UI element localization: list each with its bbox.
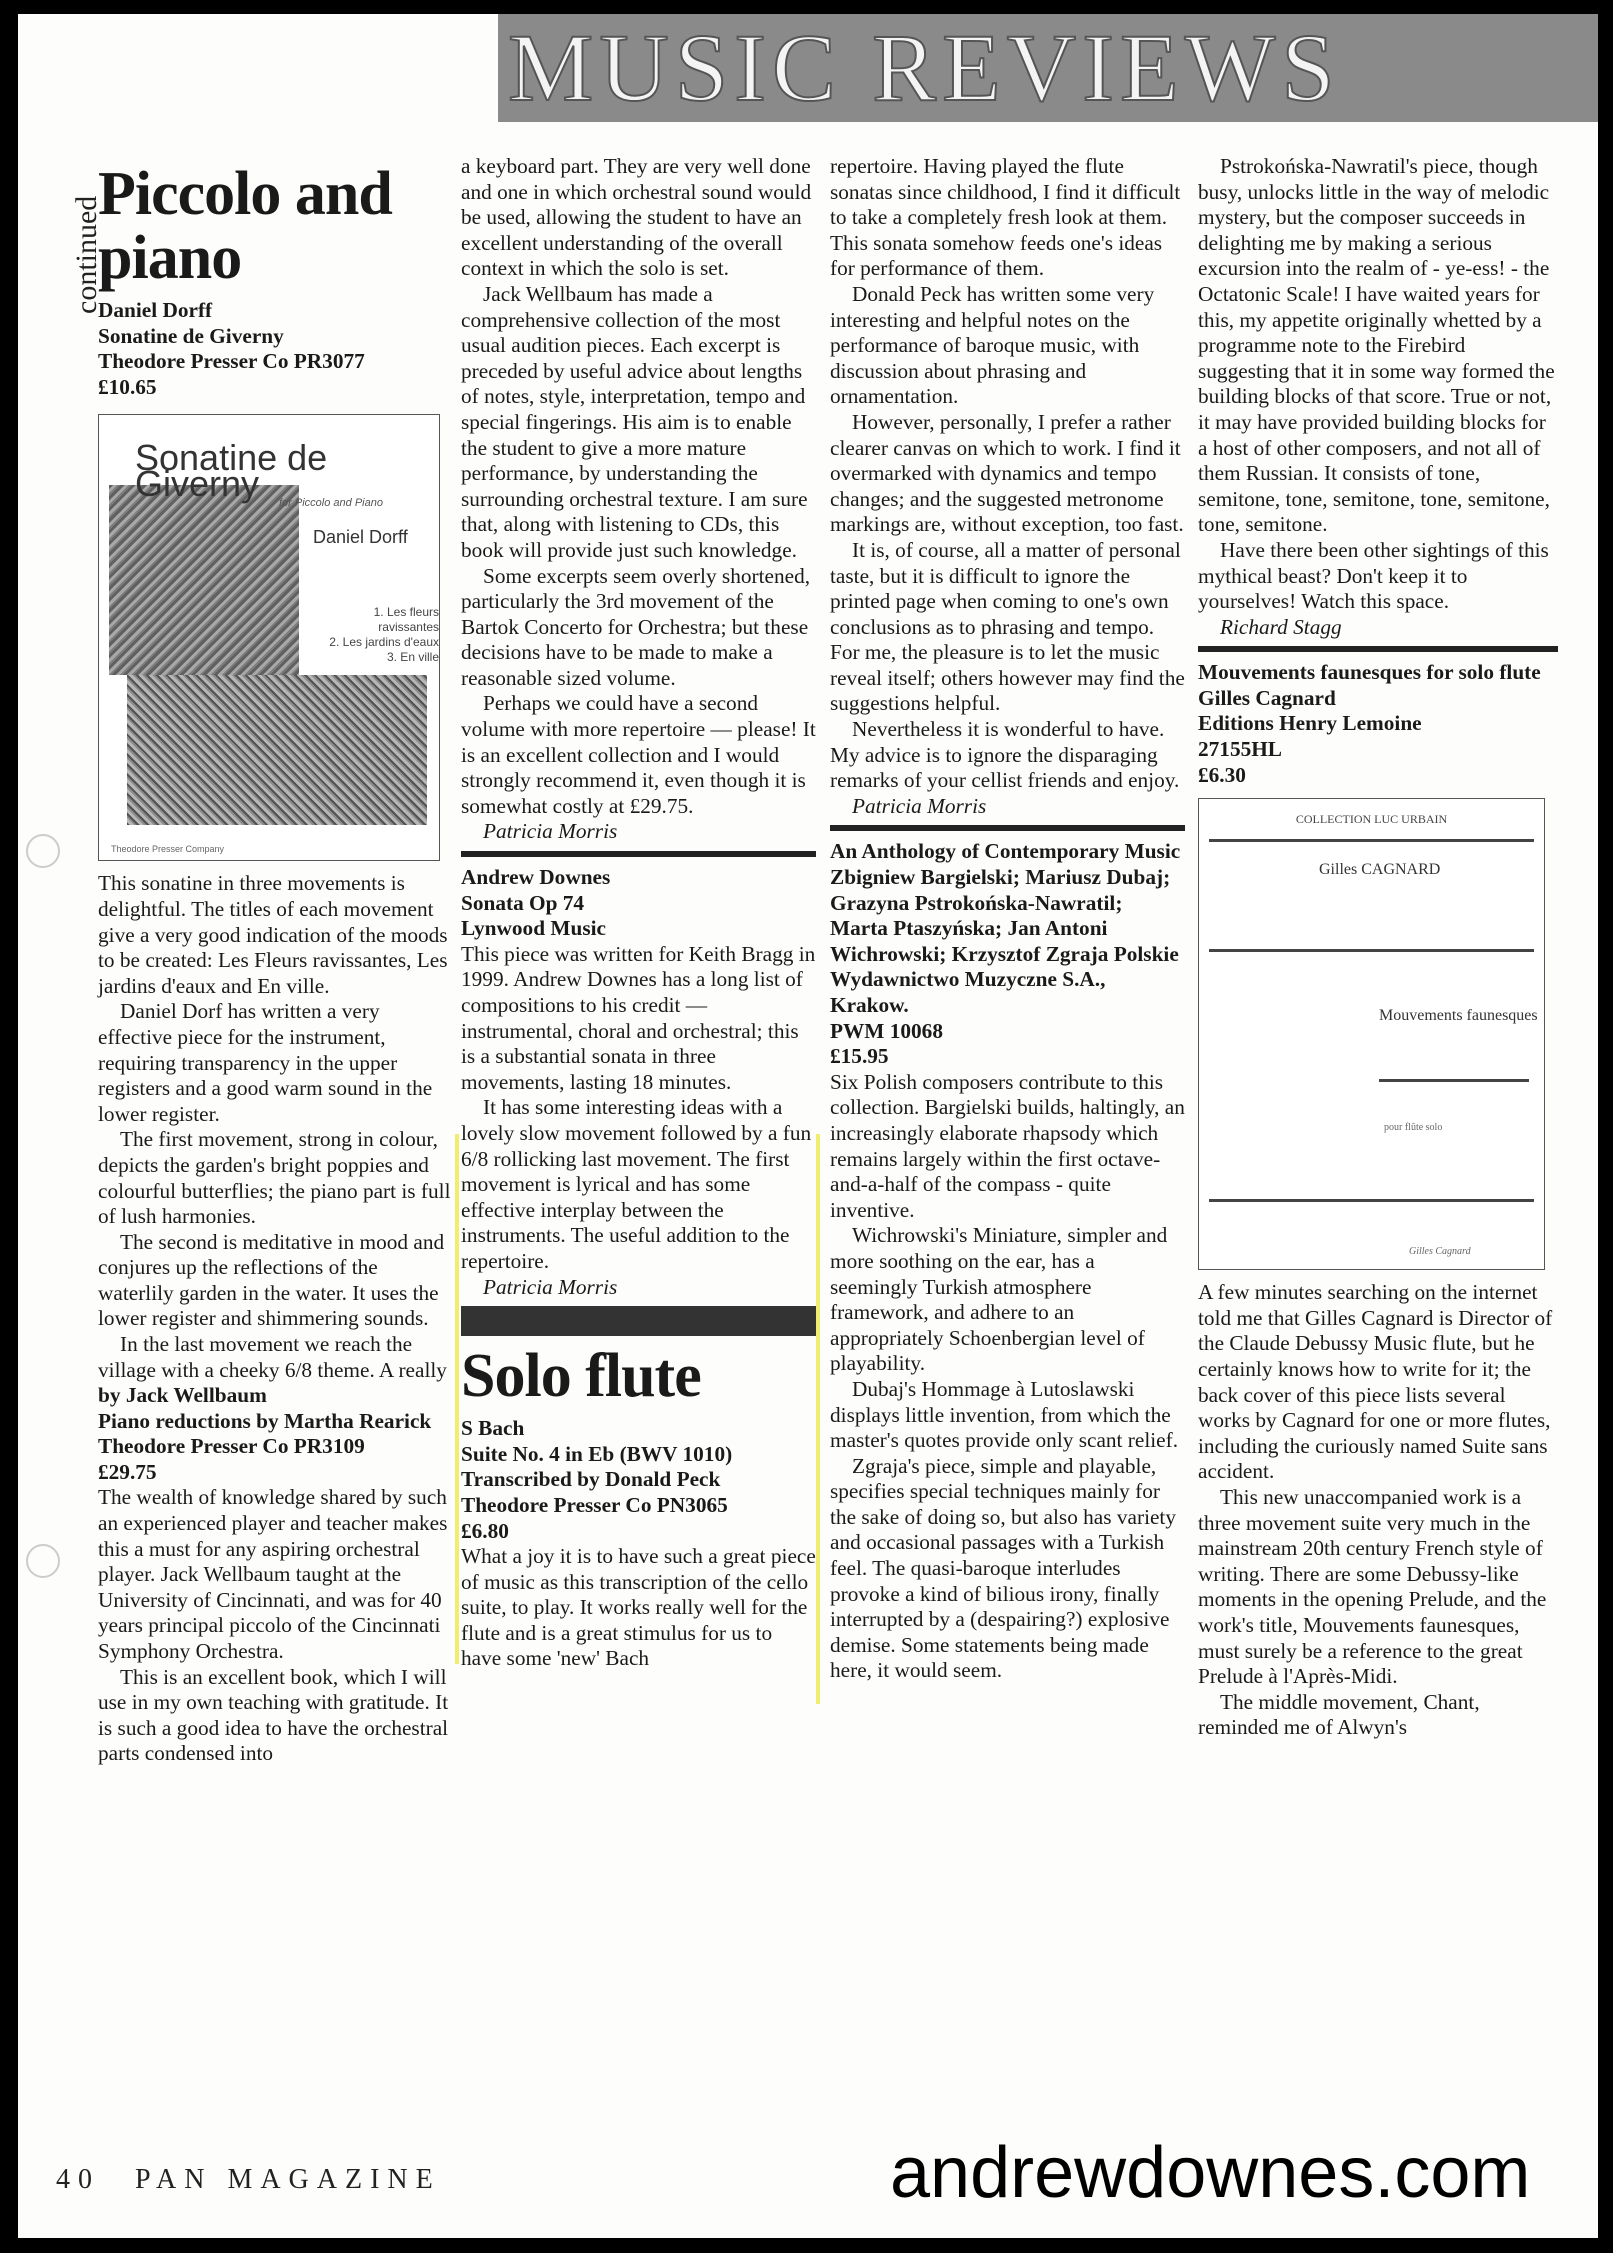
highlighter-mark — [455, 1134, 459, 1664]
review-head-line: S Bach — [461, 1416, 525, 1441]
cover-publisher: Theodore Presser Company — [111, 844, 225, 855]
magazine-page — [18, 14, 1598, 2238]
review-paragraph: Perhaps we could have a second volume with more repertoire — please! It is an excellent collection and I would strongly recommend it, even though it is somewhat costly at £29.75. — [461, 691, 816, 818]
review-head-line: Andrew Downes — [461, 865, 611, 890]
review-paragraph: This sonatine in three movements is delightful. The titles of each movement give a very good indication of the moods to be created: Les Fleurs ravissantes, Les jardins d'eaux and En ville. — [98, 871, 448, 998]
punch-hole — [26, 1544, 60, 1578]
reviewer-signature: Patricia Morris — [852, 793, 987, 818]
review-head-line: Gilles Cagnard — [1198, 685, 1336, 710]
review-paragraph: Have there been other sightings of this mythical beast? Don't keep it to yourselves! Watch this space. — [1198, 537, 1549, 614]
cover-subtitle: for Piccolo and Piano — [279, 497, 383, 510]
highlighter-mark — [816, 1134, 820, 1704]
review-head-line: Transcribed by Donald Peck — [461, 1467, 721, 1492]
cover-signature: Gilles Cagnard — [1409, 1246, 1471, 1258]
reviewer-signature: Patricia Morris — [483, 819, 618, 844]
section-divider — [1198, 646, 1558, 652]
review-head-line: Suite No. 4 in Eb (BWV 1010) — [461, 1441, 733, 1466]
review-paragraph: repertoire. Having played the flute sonatas since childhood, I find it difficult to take a completely fresh look at them. This sonata somehow feeds one's ideas for performance of them. — [830, 154, 1181, 281]
magazine-name: PAN MAGAZINE — [135, 2164, 441, 2195]
cover-composer: Gilles CAGNARD — [1319, 861, 1441, 879]
cover-subtitle: pour flûte solo — [1384, 1122, 1443, 1134]
review-paragraph: Jack Wellbaum has made a comprehensive collection of the most usual audition pieces. Each excerpt is preceded by useful advice about lengths of notes, style, interpretation, tempo and special fingerings. His aim is to enable the student to give a more mature performance, by understanding the surrounding orchestral texture. I am sure that, along with listening to CDs, this book will provide just such knowledge. — [461, 281, 808, 562]
cover-movements: 1. Les fleurs ravissantes 2. Les jardins d'eaux 3. En ville — [329, 605, 439, 665]
review-paragraph: It is, of course, all a matter of personal taste, but it is difficult to ignore the printed page when coming to one's own conclusions as to phrasing and tempo. For me, the pleasure is to let the music reveal itself; others however may find the suggestions helpful. — [830, 537, 1185, 716]
review-head-line: Piano reductions by Martha Rearick — [98, 1408, 432, 1433]
review-head-line: 27155HL — [1198, 737, 1283, 762]
review-head-line: An Anthology of Contemporary Music — [830, 839, 1181, 864]
cover-composer: Daniel Dorff — [313, 527, 408, 548]
review-paragraph: This new unaccompanied work is a three movement suite very much in the mainstream 20th century French style of writing. There are some Debussy-like moments in the opening Prelude, and the work's title, Mouvements faunesques, must surely be a reference to the great Prelude à l'Après-Midi. — [1198, 1485, 1547, 1689]
review-head-line: Mouvements faunesques for solo flute — [1198, 660, 1541, 685]
page-number: 40 — [56, 2164, 100, 2195]
review-paragraph: Daniel Dorf has written a very effective piece for the instrument, requiring transparency in the upper registers and a good warm sound in the lower register. — [98, 999, 433, 1126]
review-head-line: Theodore Presser Co PR3109 — [98, 1434, 365, 1459]
flute-drawing — [1379, 1079, 1529, 1082]
review-paragraph: A few minutes searching on the internet told me that Gilles Cagnard is Director of the Claude Debussy Music flute, but he certainly knows how to write for it; the back cover of this piece lists several works by Cagnard for one or more flutes, including the curiously named Suite sans accident. — [1198, 1280, 1553, 1484]
column-4 — [1198, 154, 1558, 1741]
review-paragraph: Some excerpts seem overly shortened, particularly the 3rd movement of the Bartok Concerto for Orchestra; but these decisions have to be made to make a reasonable sized volume. — [461, 563, 811, 690]
review-paragraph: In the last movement we reach the village with a cheeky 6/8 theme. A really — [98, 1332, 447, 1382]
review-paragraph: a keyboard part. They are very well done and one in which orchestral sound would be used, allowing the student to have an excellent understanding of the overall context in which the solo is set. — [461, 154, 812, 281]
cover-title: Mouvements faunesques — [1379, 1007, 1538, 1025]
reviewer-signature: Richard Stagg — [1220, 614, 1342, 639]
cover-series: COLLECTION LUC URBAIN — [1295, 812, 1448, 827]
section-title-solo-flute: Solo flute — [461, 1342, 701, 1411]
review-paragraph: Dubaj's Hommage à Lutoslawski displays little invention, from which the master's quotes provide only scant relief. — [830, 1376, 1179, 1453]
review-head-line: £6.80 — [461, 1518, 509, 1543]
review-paragraph: The first movement, strong in colour, depicts the garden's bright poppies and colourful butterflies; the piano part is full of lush harmonies. — [98, 1127, 451, 1229]
page-footer — [56, 2164, 441, 2196]
review-head-line: by Jack Wellbaum — [98, 1383, 267, 1408]
review-head-line: Theodore Presser Co PR3077 — [98, 349, 365, 374]
review-head-line: Sonatine de Giverny — [98, 323, 284, 348]
review-paragraph: Zgraja's piece, simple and playable, specifies special techniques mainly for the sake of doing so, but also has variety and occasional passages with a Turkish feel. The quasi-baroque interludes provoke a kind of bilious irony, finally interrupted by a (despairing?) explosive demise. Some statements being made here, it would seem. — [830, 1453, 1177, 1683]
review-head-line: Theodore Presser Co PN3065 — [461, 1492, 728, 1517]
review-head-line: Zbigniew Bargielski; Mariusz Dubaj; Grazyna Pstrokońska-Nawratil; Marta Ptaszyńska; Jan Antoni Wichrowski; Krzysztof Zgraja Polskie Wydawnictwo Muzyczne S.A., Krakow. — [830, 865, 1179, 1017]
review-head-line: £10.65 — [98, 374, 157, 399]
review-paragraph: Six Polish composers contribute to this collection. Bargielski builds, haltingly, an increasingly elaborate rhapsody which remains largely within the first octave-and-a-half of the compass - quite inventive. — [830, 1069, 1185, 1222]
review-paragraph: Donald Peck has written some very interesting and helpful notes on the performance of baroque music, with discussion about phrasing and ornamentation. — [830, 281, 1155, 409]
flute-drawing — [1209, 949, 1534, 952]
flute-drawing — [1209, 839, 1534, 842]
review-paragraph: Wichrowski's Miniature, simpler and more soothing on the ear, has a seemingly Turkish atmosphere framework, and adhere to an appropriately Schoenbergian level of playability. — [830, 1223, 1168, 1376]
section-title-piccolo: Piccolo and piano — [98, 160, 392, 292]
reviewer-signature: Patricia Morris — [483, 1274, 618, 1299]
review-paragraph: However, personally, I prefer a rather clearer canvas on which to work. I find it overmarked with dynamics and tempo changes; and the suggested metronome markings are, without exception, too fast. — [830, 409, 1184, 537]
review-paragraph: This piece was written for Keith Bragg in 1999. Andrew Downes has a long list of compositions to his credit — instrumental, choral and orchestral; this is a substantial sonata in three movements, lasting 18 minutes. — [461, 941, 816, 1094]
review-head-line: PWM 10068 — [830, 1018, 943, 1043]
review-paragraph: This is an excellent book, which I will use in my own teaching with gratitude. It is such a good idea to have the orchestral parts condensed into — [98, 1664, 449, 1766]
column-3 — [830, 154, 1185, 1684]
review-head-line: £15.95 — [830, 1044, 889, 1069]
section-divider-thick — [461, 1306, 816, 1336]
continued-marker: continued — [70, 195, 103, 314]
mouvements-cover-image — [1198, 798, 1545, 1270]
review-head-line: Lynwood Music — [461, 916, 606, 941]
cover-title: Sonatine de Giverny — [135, 437, 328, 504]
cover-photo-pond — [127, 675, 427, 825]
section-divider — [830, 825, 1185, 831]
masthead-title: MUSIC REVIEWS — [508, 14, 1341, 121]
cover-photo-garden — [109, 485, 299, 675]
review-paragraph: The wealth of knowledge shared by such an experienced player and teacher makes this a must for any aspiring orchestral player. Jack Wellbaum taught at the University of Cincinnati, and was for 40 years principal piccolo of the Cincinnati Symphony Orchestra. — [98, 1485, 448, 1663]
review-paragraph: What a joy it is to have such a great piece of music as this transcription of the cello suite, to play. It works really well for the flute and is a great stimulus for us to have some 'new' Bach — [461, 1544, 816, 1671]
review-head-line: Editions Henry Lemoine — [1198, 711, 1422, 736]
review-paragraph: Nevertheless it is wonderful to have. My advice is to ignore the disparaging remarks of your cellist friends and enjoy. — [830, 717, 1180, 793]
review-head-line: Sonata Op 74 — [461, 890, 585, 915]
section-divider — [461, 851, 816, 857]
review-paragraph: The middle movement, Chant, reminded me of Alwyn's — [1198, 1689, 1480, 1740]
column-2 — [461, 154, 816, 1672]
punch-hole — [26, 834, 60, 868]
column-1 — [98, 154, 453, 1767]
masthead-band — [498, 14, 1598, 122]
review-paragraph: The second is meditative in mood and conjures up the reflections of the waterlily garden in the water. It uses the lower register and shimmering sounds. — [98, 1229, 445, 1331]
review-paragraph: It has some interesting ideas with a lovely slow movement followed by a fun 6/8 rollicking last movement. The first movement is lyrical and has some effective interplay between the instruments. The useful addition to the repertoire. — [461, 1095, 812, 1273]
website-watermark: andrewdownes.com — [890, 2133, 1531, 2213]
review-head-line: Daniel Dorff — [98, 298, 213, 322]
sonatine-cover-image — [98, 414, 440, 861]
review-head-line: £29.75 — [98, 1459, 157, 1484]
flute-drawing — [1209, 1199, 1534, 1202]
review-head-line: £6.30 — [1198, 762, 1246, 787]
review-paragraph: Pstrokońska-Nawratil's piece, though busy, unlocks little in the way of melodic mystery, but the composer succeeds in delighting me by making a serious excursion into the realm of - ye-ess! - the Octatonic Scale! I have waited years for this, my appetite originally whetted by a programme note to the Firebird suggesting that it in some way formed the building blocks of that score. True or not, it may have provided building blocks for a host of other composers, and not all of them Russian. It consists of tone, semitone, tone, semitone, tone, semitone, tone, semitone. — [1198, 154, 1555, 537]
